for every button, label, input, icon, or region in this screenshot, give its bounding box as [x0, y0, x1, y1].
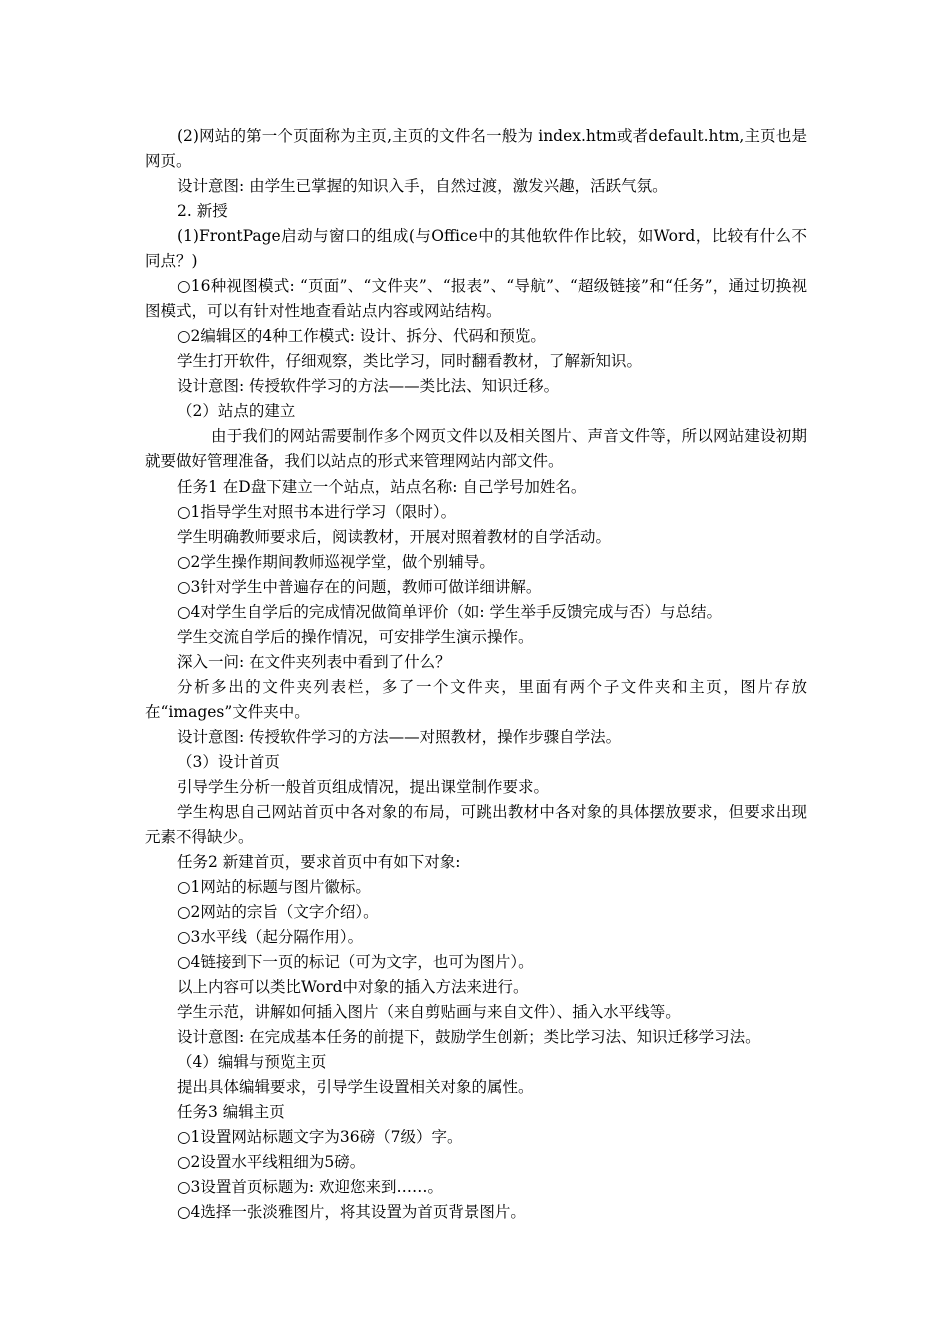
list-item-task1-step1: ○1指导学生对照书本进行学习（限时）。 [177, 503, 457, 521]
paragraph-design-intent-2: 设计意图: 传授软件学习的方法——类比法、知识迁移。 [177, 377, 560, 395]
paragraph-student-exchange: 学生交流自学后的操作情况，可安排学生演示操作。 [177, 628, 534, 646]
paragraph-student-self-study: 学生明确教师要求后，阅读教材，开展对照着教材的自学活动。 [177, 528, 612, 546]
list-item-task2-item4: ○4链接到下一页的标记（可为文字，也可为图片）。 [177, 953, 534, 971]
paragraph-guide-analysis: 引导学生分析一般首页组成情况，提出课堂制作要求。 [177, 778, 550, 796]
list-item-task3-step2: ○2设置水平线粗细为5磅。 [177, 1153, 366, 1171]
subheading-design-homepage: （3）设计首页 [177, 753, 280, 771]
paragraph-design-intent-4: 设计意图: 在完成基本任务的前提下，鼓励学生创新；类比学习法、知识迁移学习法。 [177, 1028, 761, 1046]
paragraph-students-open-software: 学生打开软件，仔细观察，类比学习，同时翻看教材，了解新知识。 [177, 352, 643, 370]
paragraph-deeper-question: 深入一问: 在文件夹列表中看到了什么？ [177, 653, 451, 671]
paragraph-design-intent-3: 设计意图: 传授软件学习的方法——对照教材，操作步骤自学法。 [177, 728, 622, 746]
paragraph-analogy-word: 以上内容可以类比Word中对象的插入方法来进行。 [177, 978, 529, 996]
task-2-heading: 任务2 新建首页，要求首页中有如下对象: [177, 853, 461, 871]
subheading-edit-preview: （4）编辑与预览主页 [177, 1053, 327, 1071]
paragraph-homepage-definition: (2)网站的第一个页面称为主页,主页的文件名一般为 index.htm或者default.htm,主页也是网页。 [145, 127, 807, 171]
paragraph-folder-analysis: 分析多出的文件夹列表栏，多了一个文件夹，里面有两个子文件夹和主页，图片存放在“images”文件夹中。 [145, 678, 807, 722]
paragraph-design-intent-1: 设计意图: 由学生已掌握的知识入手，自然过渡，激发兴趣，活跃气氛。 [177, 177, 668, 195]
list-item-task2-item2: ○2网站的宗旨（文字介绍）。 [177, 903, 379, 921]
list-item-task3-step3: ○3设置首页标题为: 欢迎您来到……。 [177, 1178, 444, 1196]
list-item-task3-step1: ○1设置网站标题文字为36磅（7级）字。 [177, 1128, 463, 1146]
subheading-site-setup: （2）站点的建立 [177, 402, 296, 420]
list-item-task2-item1: ○1网站的标题与图片徽标。 [177, 878, 371, 896]
task-1-heading: 任务1 在D盘下建立一个站点，站点名称: 自己学号加姓名。 [177, 478, 587, 496]
list-item-task2-item3: ○3水平线（起分隔作用）。 [177, 928, 364, 946]
list-item-task1-step2: ○2学生操作期间教师巡视学堂，做个别辅导。 [177, 553, 495, 571]
paragraph-student-demo: 学生示范，讲解如何插入图片（来自剪贴画与来自文件）、插入水平线等。 [177, 1003, 681, 1021]
section-heading-new-lesson: 2. 新授 [177, 202, 228, 220]
task-3-heading: 任务3 编辑主页 [177, 1103, 285, 1121]
paragraph-edit-requirements: 提出具体编辑要求，引导学生设置相关对象的属性。 [177, 1078, 534, 1096]
list-item-task3-step4: ○4选择一张淡雅图片，将其设置为首页背景图片。 [177, 1203, 526, 1221]
paragraph-frontpage-window: (1)FrontPage启动与窗口的组成(与Office中的其他软件作比较，如Word，比较有什么不同点？) [145, 227, 807, 271]
list-item-edit-modes: ○2编辑区的4种工作模式: 设计、拆分、代码和预览。 [177, 327, 546, 345]
paragraph-layout-concept: 学生构思自己网站首页中各对象的布局，可跳出教材中各对象的具体摆放要求，但要求出现元素不得缺少。 [145, 803, 807, 847]
paragraph-site-intro: 由于我们的网站需要制作多个网页文件以及相关图片、声音文件等，所以网站建设初期就要做好管理准备，我们以站点的形式来管理网站内部文件。 [145, 427, 807, 471]
list-item-view-modes: ○16种视图模式: “页面”、“文件夹”、“报表”、“导航”、“超级链接”和“任务”，通过切换视图模式，可以有针对性地查看站点内容或网站结构。 [145, 277, 807, 321]
list-item-task1-step4: ○4对学生自学后的完成情况做简单评价（如: 学生举手反馈完成与否）与总结。 [177, 603, 723, 621]
list-item-task1-step3: ○3针对学生中普遍存在的问题，教师可做详细讲解。 [177, 578, 542, 596]
